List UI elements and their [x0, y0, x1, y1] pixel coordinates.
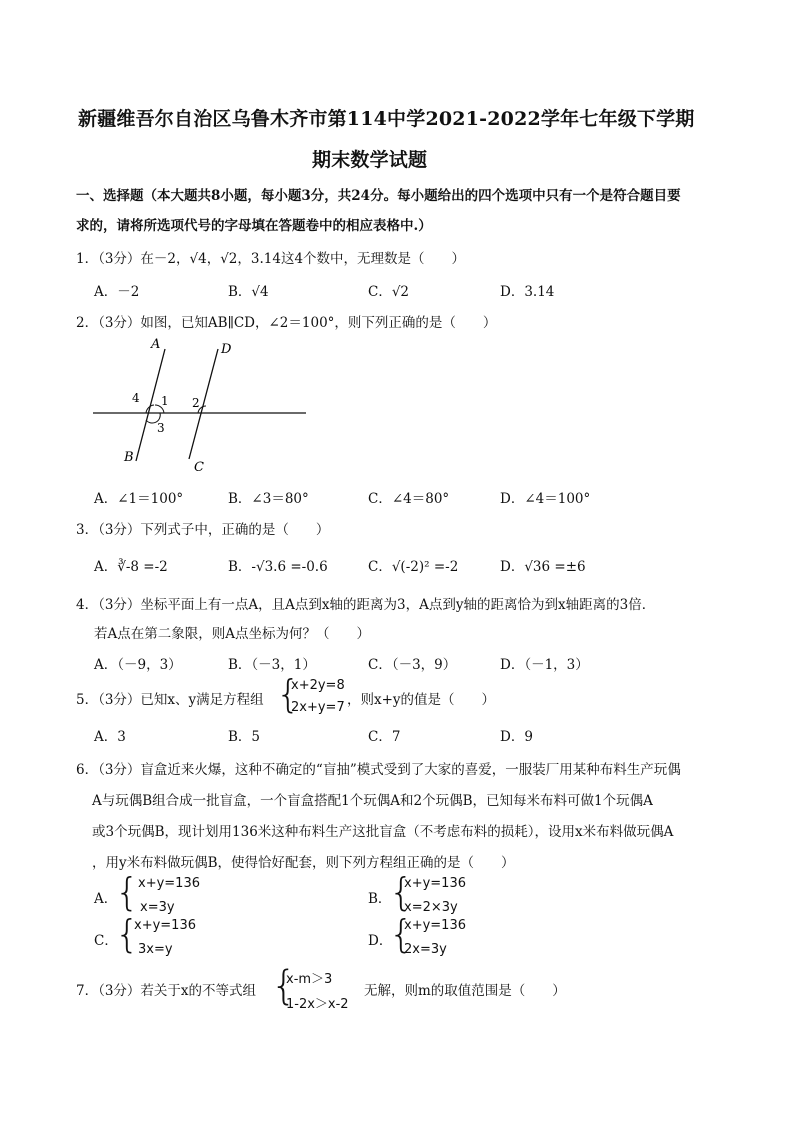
- q2-option-d: D．∠4＝100°: [500, 491, 591, 507]
- label-b: B: [124, 450, 134, 465]
- q4-option-d: D．（－1，3）: [500, 657, 589, 673]
- label-4: 4: [132, 391, 140, 405]
- question-6-stem-line2: A与玩偶B组合成一批盲盒，一个盲盒搭配1个玩偶A和2个玩偶B，已知每米布料可做1个玩偶A: [92, 793, 653, 809]
- q4-option-b: B．（－3，1）: [228, 657, 316, 673]
- q5-option-d: D．9: [500, 729, 533, 745]
- q1-option-b: B．√4: [228, 284, 269, 300]
- q6-option-a-label: A．: [94, 891, 118, 907]
- q6-option-c-eq1: x+y=136: [134, 918, 196, 933]
- q7-system-eq2: 1-2x＞x-2: [286, 997, 349, 1012]
- q5-option-c: C．7: [368, 729, 401, 745]
- q6-option-a-brace: {: [115, 870, 140, 914]
- label-2: 2: [192, 396, 200, 410]
- q6-option-d-label: D．: [368, 933, 393, 949]
- label-d: D: [221, 342, 232, 357]
- question-7-stem-suffix: 无解，则m的取值范围是（ ）: [364, 983, 566, 999]
- question-5-stem-prefix: 5．（3分）已知x、y满足方程组: [76, 692, 264, 708]
- doc-title-line1: 新疆维吾尔自治区乌鲁木齐市第114中学2021-2022学年七年级下学期: [78, 108, 695, 130]
- q6-option-c-label: C．: [94, 933, 118, 949]
- q4-option-c: C．（－3，9）: [368, 657, 457, 673]
- q6-option-c-brace: {: [115, 912, 140, 956]
- q6-option-c-eq2: 3x=y: [138, 942, 173, 957]
- section-heading-cont: 求的，请将所选项代号的字母填在答题卷中的相应表格中.）: [76, 218, 432, 234]
- q6-option-b-eq2: x=2×3y: [404, 900, 458, 915]
- q5-system-eq1: x+2y=8: [291, 678, 345, 693]
- doc-title-line2: 期末数学试题: [312, 149, 428, 171]
- question-4-stem-line2: 若A点在第二象限，则A点坐标为何？（ ）: [94, 626, 370, 642]
- label-1: 1: [161, 394, 169, 408]
- q6-option-d-brace: {: [389, 912, 414, 956]
- parallel-lines-figure: [88, 335, 318, 480]
- q3-option-b: B．-√3.6 =-0.6: [228, 559, 328, 575]
- question-6-stem-line1: 6．（3分）盲盒近来火爆，这种不确定的“盲抽”模式受到了大家的喜爱，一服装厂用某种布料生产玩偶: [76, 762, 681, 778]
- q2-option-a: A．∠1＝100°: [94, 491, 184, 507]
- q7-system-brace: {: [271, 963, 297, 1009]
- question-5-stem-suffix: ，则x+y的值是（ ）: [347, 692, 496, 708]
- q5-system-brace: {: [276, 672, 301, 716]
- question-3-stem: 3．（3分）下列式子中，正确的是（ ）: [76, 522, 330, 538]
- q6-option-b-brace: {: [389, 870, 414, 914]
- q6-option-d-eq1: x+y=136: [404, 918, 466, 933]
- question-6-stem-line4: ，用y米布料做玩偶B，使得恰好配套，则下列方程组正确的是（ ）: [92, 855, 515, 871]
- question-1-stem: 1．（3分）在－2，√4，√2，3.14这4个数中，无理数是（ ）: [76, 251, 466, 267]
- q3-option-c: C．√(-2)² =-2: [368, 559, 459, 575]
- label-c: C: [194, 460, 204, 475]
- label-3: 3: [157, 421, 165, 435]
- q3-option-a: A．∛-8 =-2: [94, 559, 168, 575]
- question-6-stem-line3: 或3个玩偶B，现计划用136米这种布料生产这批盲盒（不考虑布料的损耗），设用x米布料做玩偶A: [92, 824, 674, 840]
- question-4-stem-line1: 4．（3分）坐标平面上有一点A，且A点到x轴的距离为3，A点到y轴的距离恰为到x轴距离的3倍．: [76, 597, 656, 613]
- question-2-stem: 2．（3分）如图，已知AB∥CD，∠2＝100°，则下列正确的是（ ）: [76, 315, 497, 331]
- q4-option-a: A．（－9，3）: [94, 657, 182, 673]
- q6-option-a-eq1: x+y=136: [138, 876, 200, 891]
- q7-system-eq1: x-m＞3: [286, 972, 333, 987]
- q2-option-b: B．∠3＝80°: [228, 491, 309, 507]
- question-7-stem-prefix: 7．（3分）若关于x的不等式组: [76, 983, 257, 999]
- q3-option-d: D．√36 =±6: [500, 559, 586, 575]
- section-heading: 一、选择题（本大题共8小题，每小题3分，共24分。每小题给出的四个选项中只有一个是符合题目要: [76, 188, 681, 204]
- q6-option-d-eq2: 2x=3y: [404, 942, 447, 957]
- q5-option-a: A．3: [94, 729, 126, 745]
- q5-system-eq2: 2x+y=7: [291, 700, 345, 715]
- q1-option-a: A．－2: [94, 284, 140, 300]
- q6-option-b-label: B．: [368, 891, 392, 907]
- q1-option-d: D．3.14: [500, 284, 555, 300]
- q5-option-b: B．5: [228, 729, 261, 745]
- q6-option-b-eq1: x+y=136: [404, 876, 466, 891]
- q1-option-c: C．√2: [368, 284, 410, 300]
- label-a: A: [151, 337, 161, 352]
- q2-option-c: C．∠4＝80°: [368, 491, 450, 507]
- q6-option-a-eq2: x=3y: [140, 900, 175, 915]
